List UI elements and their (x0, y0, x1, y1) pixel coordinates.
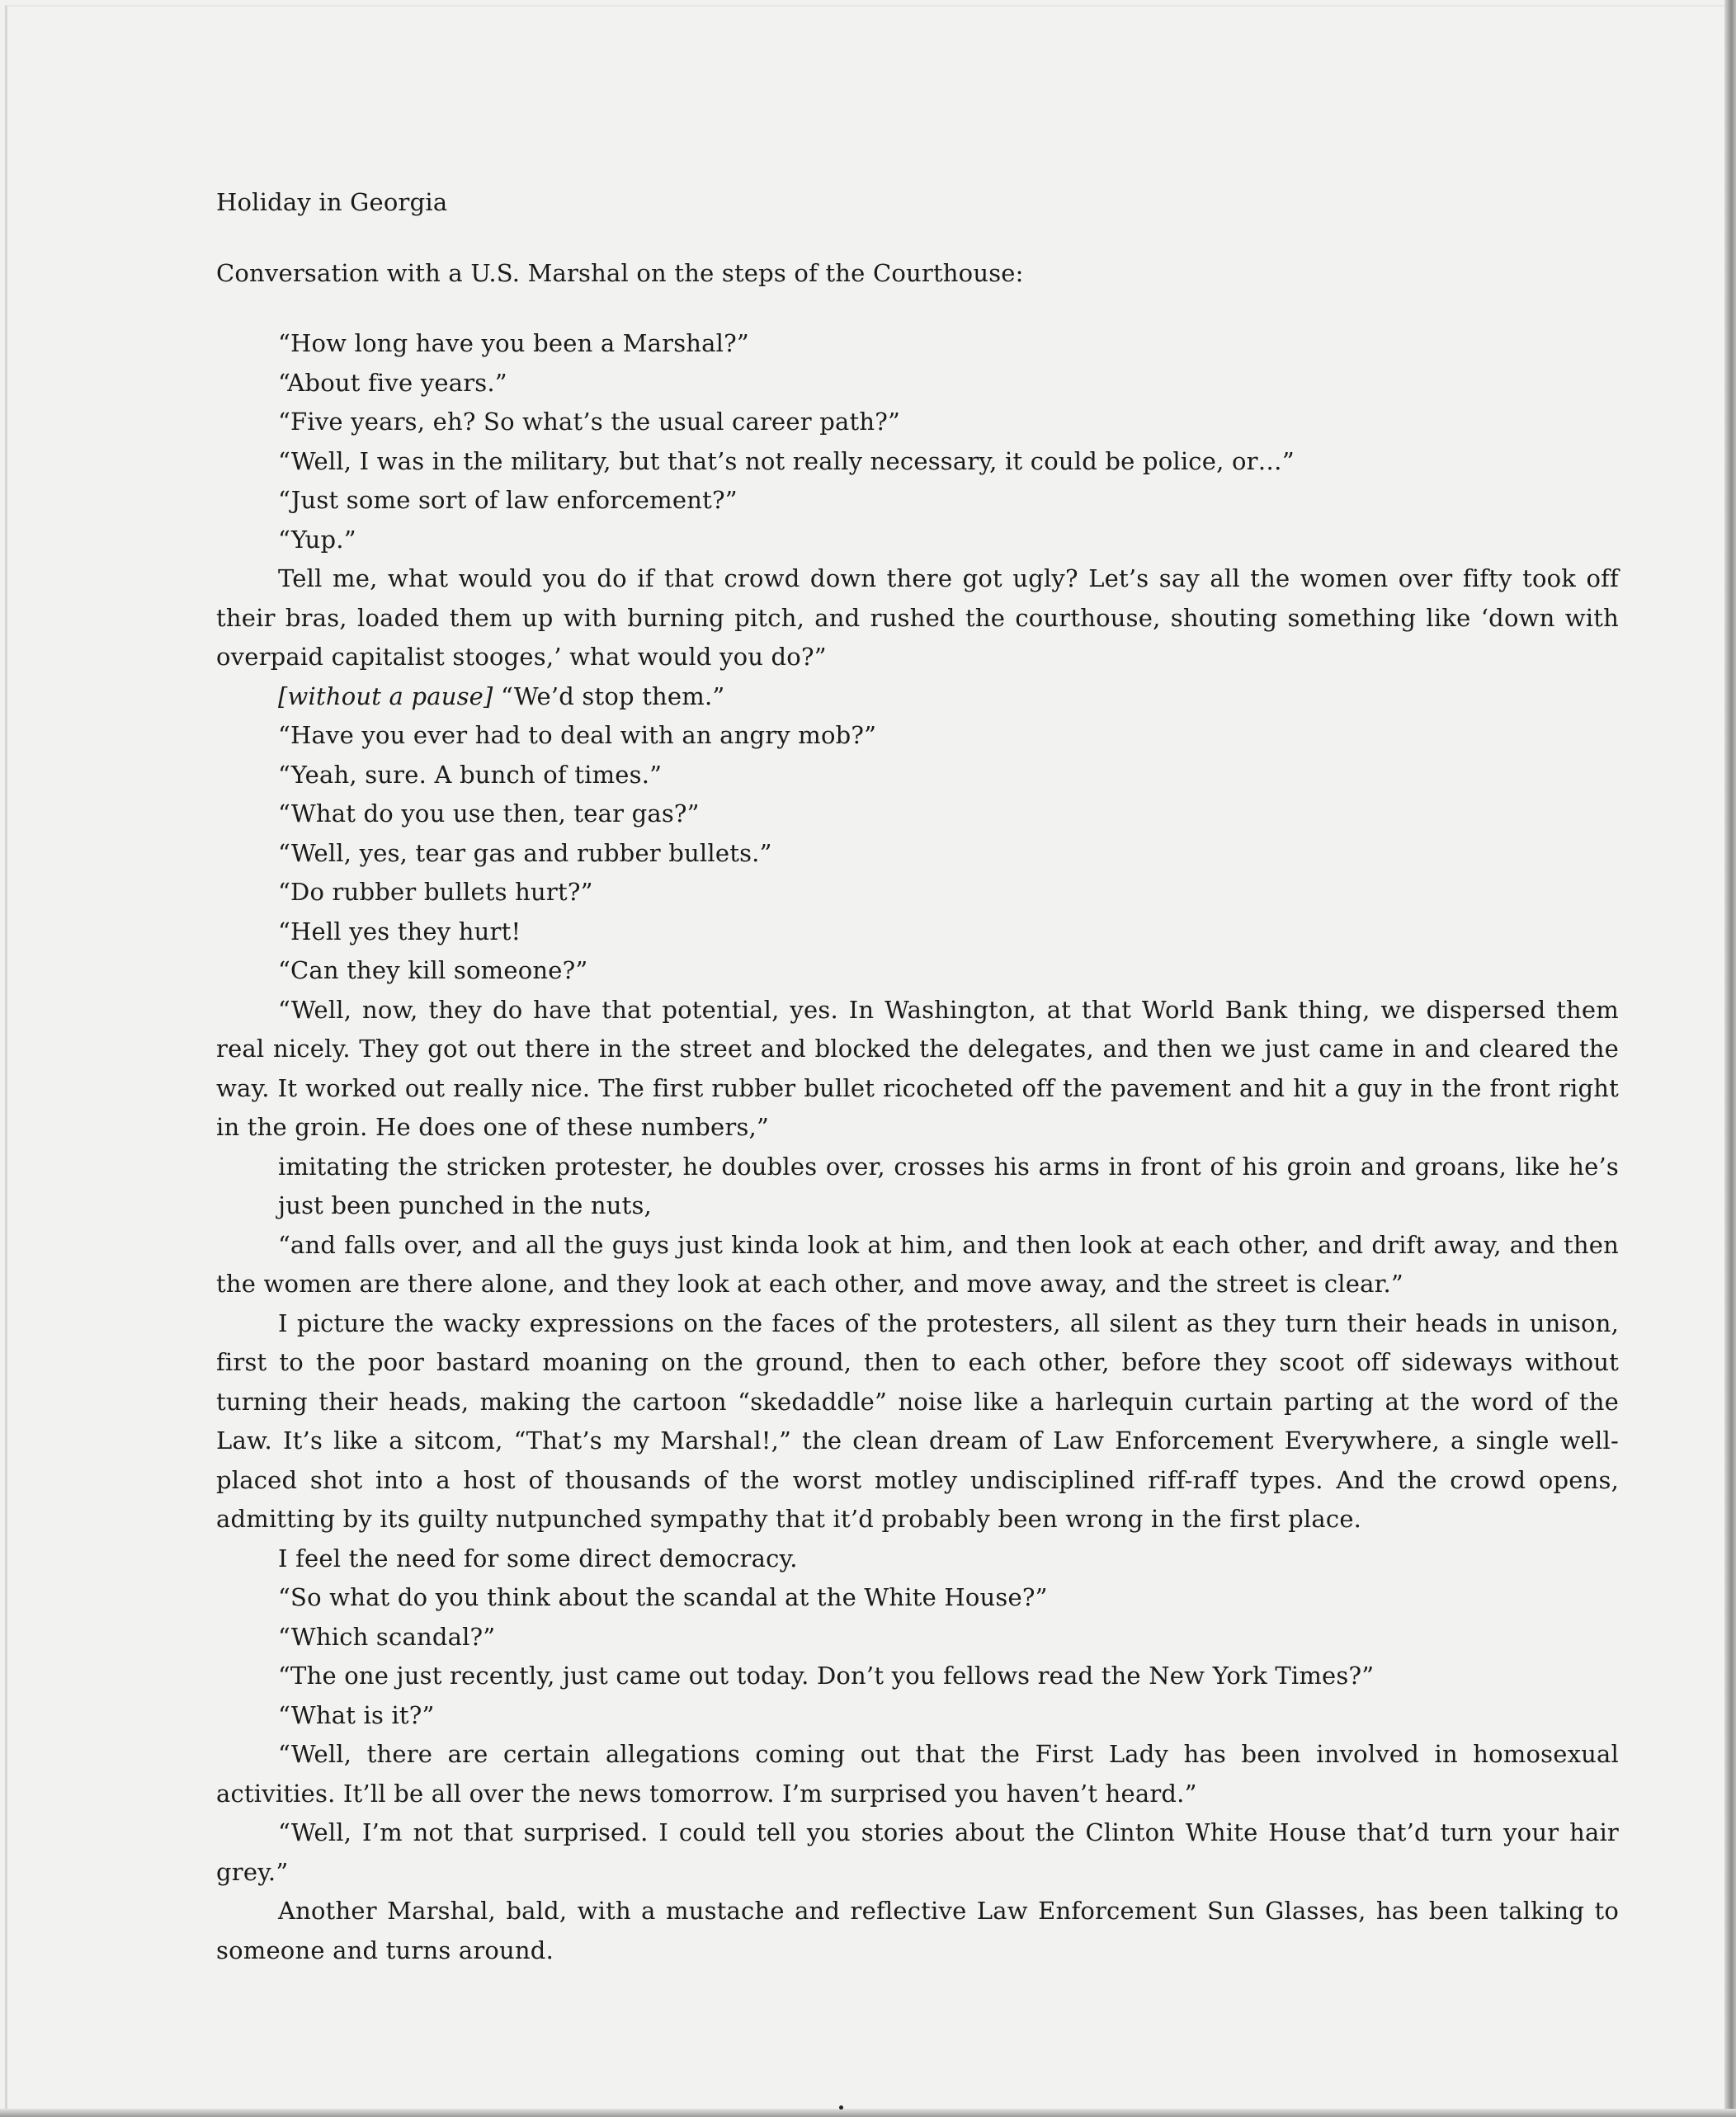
dialogue-line: “Have you ever had to deal with an angry mob?” (278, 721, 877, 749)
pause-reply: “We’d stop them.” (493, 681, 725, 710)
dialogue-line: “Do rubber bullets hurt?” (278, 878, 593, 906)
paragraph-falls: “and falls over, and all the guys just kinda look at him, and then look at each other, and drift away, and then the women are there alone, and they look at each other, and move away, and the street is clear.” (216, 1230, 1619, 1298)
dialogue-line: “What do you use then, tear gas?” (278, 799, 700, 827)
dialogue-line: “Hell yes they hurt! (278, 917, 521, 945)
poem-text (216, 183, 1619, 1970)
page-right-edge (1724, 0, 1736, 2117)
dialogue-line: “So what do you think about the scandal at the White House?” (278, 1583, 1048, 1611)
intro-line: Conversation with a U.S. Marshal on the steps of the Courthouse: (216, 258, 1024, 287)
dialogue-line: “Can they kill someone?” (278, 956, 588, 984)
stage-direction: [without a pause] (278, 681, 493, 710)
dialogue-line: “Five years, eh? So what’s the usual career path?” (278, 408, 901, 436)
dialogue-line: “Yup.” (278, 525, 356, 554)
paragraph-clinton: “Well, I’m not that surprised. I could tell you stories about the Clinton White House that’d turn your hair grey.” (216, 1818, 1619, 1886)
dialogue-line: “Which scandal?” (278, 1622, 496, 1651)
poem-title: Holiday in Georgia (216, 188, 448, 216)
dialogue-line: “Well, I was in the military, but that’s not really necessary, it could be police, or…” (278, 446, 1295, 475)
paragraph-allegations: “Well, there are certain allegations coming out that the First Lady has been involved in homosexual activities. It’ll be all over the news tomorrow. I’m surprised you haven’t heard.” (216, 1740, 1619, 1808)
dialogue-line: “About five years.” (278, 368, 507, 397)
paragraph-picture: I picture the wacky expressions on the faces of the protesters, all silent as they turn their heads in unison, first to the poor bastard moaning on the ground, then to each other, before they scoot off sideways without turning their heads, making the cartoon “skedaddle” noise like a harlequin curtain parting at the word of the Law. It’s like a sitcom, “That’s my Marshal!,” the clean dream of Law Enforcement Everywhere, a single well-placed shot into a host of thousands of the worst motley undisciplined riff-raff types. And the crowd opens, admitting by its guilty nutpunched sympathy that it’d probably been wrong in the first place. (216, 1308, 1619, 1533)
dialogue-line: “How long have you been a Marshal?” (278, 329, 749, 357)
dialogue-line-pause (216, 677, 1619, 717)
dialogue-line: “Yeah, sure. A bunch of times.” (278, 760, 663, 789)
page-bottom-edge (0, 2109, 1736, 2117)
paragraph-crowd: Tell me, what would you do if that crowd down there got ugly? Let’s say all the women over fifty took off their bras, loaded them up with burning pitch, and rushed the courthouse, shouting something like ‘down with overpaid capitalist stooges,’ what would you do?” (216, 564, 1619, 671)
dialogue-line: “Well, yes, tear gas and rubber bullets.” (278, 838, 772, 867)
paragraph-imitating: imitating the stricken protester, he doubles over, crosses his arms in front of his groin and groans, like he’s just been punched in the nuts, (278, 1152, 1619, 1219)
dialogue-line: “What is it?” (278, 1700, 435, 1729)
dialogue-line: “The one just recently, just came out today. Don’t you fellows read the New York Times?” (278, 1662, 1375, 1690)
dialogue-line: “Just some sort of law enforcement?” (278, 486, 738, 514)
paragraph-washington: “Well, now, they do have that potential, yes. In Washington, at that World Bank thing, we dispersed them real nicely. They got out there in the street and blocked the delegates, and then we just came in and cleared the way. It worked out really nice. The first rubber bullet ricocheted off the pavement and hit a guy in the front right in the groin. He does one of these numbers,” (216, 995, 1619, 1141)
paragraph-another-marshal: Another Marshal, bald, with a mustache and reflective Law Enforcement Sun Glasses, has been talking to someone and turns around. (216, 1897, 1619, 1964)
page-mark (839, 2105, 843, 2110)
paragraph-democracy: I feel the need for some direct democracy. (278, 1544, 798, 1572)
